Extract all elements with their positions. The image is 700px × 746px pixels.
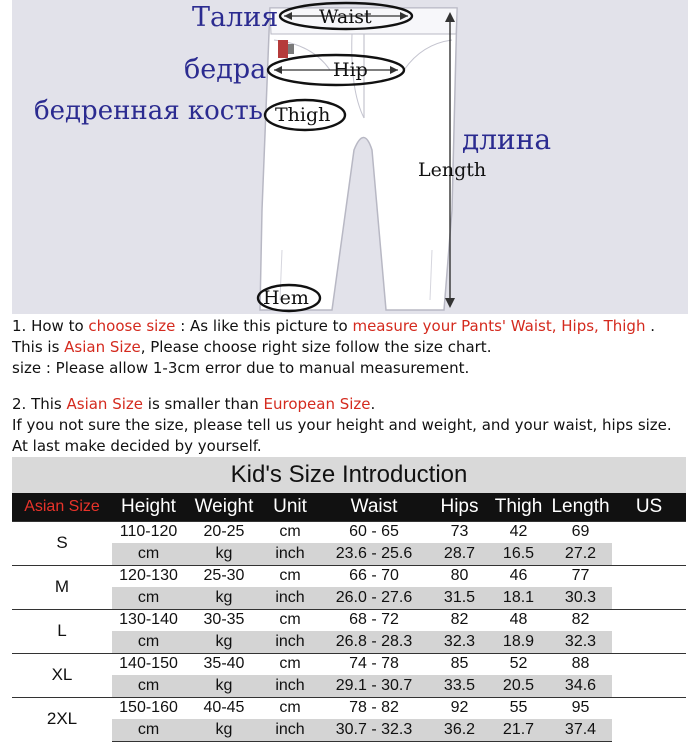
thigh-label-ru: бедренная кость: [34, 96, 263, 126]
table-cell: 26.0 - 27.6: [317, 587, 431, 609]
table-cell: 48: [488, 609, 549, 631]
table-cell: 35-40: [185, 653, 263, 675]
table-cell: 74 - 78: [317, 653, 431, 675]
note-highlight: Asian Size: [66, 395, 144, 413]
table-cell: 78 - 82: [317, 697, 431, 719]
table-cell: kg: [185, 631, 263, 653]
table-cell: kg: [185, 543, 263, 565]
table-cell: inch: [263, 719, 317, 741]
us-size-cell: [612, 521, 686, 565]
table-cell: 30.7 - 32.3: [317, 719, 431, 741]
table-cell: kg: [185, 587, 263, 609]
table-cell: 88: [549, 653, 612, 675]
table-row: [12, 653, 686, 675]
table-cell: inch: [263, 587, 317, 609]
table-cell: 66 - 70: [317, 565, 431, 587]
table-cell: 46: [488, 565, 549, 587]
waist-label: Waist: [319, 6, 372, 28]
table-cell: 110-120: [112, 521, 185, 543]
note-text: is smaller than: [143, 395, 264, 413]
table-cell: 52: [488, 653, 549, 675]
table-cell: 80: [431, 565, 488, 587]
table-row: [12, 543, 686, 565]
header-thigh: Thigh: [488, 493, 549, 521]
table-cell: 32.3: [549, 631, 612, 653]
table-cell: 26.8 - 28.3: [317, 631, 431, 653]
table-cell: 42: [488, 521, 549, 543]
table-cell: 18.9: [488, 631, 549, 653]
table-cell: 95: [549, 697, 612, 719]
note-text: : As like this picture to: [175, 317, 353, 335]
header-hips: Hips: [431, 493, 488, 521]
table-cell: 34.6: [549, 675, 612, 697]
table-cell: inch: [263, 543, 317, 565]
table-cell: 33.5: [431, 675, 488, 697]
us-size-cell: [612, 653, 686, 697]
note-highlight: choose size: [88, 317, 176, 335]
table-cell: 82: [431, 609, 488, 631]
table-cell: 16.5: [488, 543, 549, 565]
table-cell: cm: [263, 653, 317, 675]
table-cell: 120-130: [112, 565, 185, 587]
waist-label-ru: Талия: [192, 2, 279, 33]
us-size-cell: [612, 697, 686, 741]
size-cell: S: [12, 521, 112, 565]
table-cell: inch: [263, 631, 317, 653]
hips-label-ru: бедра: [184, 54, 267, 85]
pants-measurement-diagram: [12, 0, 688, 314]
table-cell: cm: [263, 609, 317, 631]
hem-label: Hem: [263, 287, 309, 309]
note-highlight: Asian Size: [64, 338, 141, 356]
table-cell: cm: [112, 587, 185, 609]
table-row: [12, 609, 686, 631]
table-cell: 32.3: [431, 631, 488, 653]
note-text: 1. How to: [12, 317, 89, 335]
table-cell: 73: [431, 521, 488, 543]
header-weight: Weight: [185, 493, 263, 521]
table-row: [12, 719, 686, 741]
table-row: [12, 631, 686, 653]
table-cell: 60 - 65: [317, 521, 431, 543]
size-cell: M: [12, 565, 112, 609]
table-cell: cm: [263, 697, 317, 719]
thigh-label: Thigh: [275, 104, 331, 126]
table-cell: 29.1 - 30.7: [317, 675, 431, 697]
hip-label: Hip: [333, 59, 368, 81]
table-cell: 85: [431, 653, 488, 675]
table-row: [12, 675, 686, 697]
table-cell: 92: [431, 697, 488, 719]
pants-illustration: [12, 0, 688, 314]
table-cell: 36.2: [431, 719, 488, 741]
table-cell: cm: [263, 521, 317, 543]
table-cell: 18.1: [488, 587, 549, 609]
note-text: , Please choose right size follow the size chart.: [140, 338, 492, 356]
length-label-ru: длина: [462, 123, 552, 156]
size-cell: XL: [12, 653, 112, 697]
label-tag: [278, 40, 288, 58]
size-chart-table: [12, 457, 686, 742]
table-cell: 77: [549, 565, 612, 587]
header-waist: Waist: [317, 493, 431, 521]
note-text: .: [370, 395, 376, 413]
note-highlight: measure your Pants' Waist, Hips, Thigh: [352, 317, 646, 335]
table-row: [12, 697, 686, 719]
note-line-6: At last make decided by yourself.: [12, 437, 262, 455]
table-cell: inch: [263, 675, 317, 697]
table-cell: 20-25: [185, 521, 263, 543]
table-cell: 30.3: [549, 587, 612, 609]
header-asian-size: Asian Size: [12, 493, 112, 521]
table-cell: 55: [488, 697, 549, 719]
note-line-3: size : Please allow 1-3cm error due to manual measurement.: [12, 359, 470, 377]
table-cell: 82: [549, 609, 612, 631]
table-cell: 27.2: [549, 543, 612, 565]
table-cell: 68 - 72: [317, 609, 431, 631]
table-cell: 69: [549, 521, 612, 543]
header-height: Height: [112, 493, 185, 521]
table-cell: 21.7: [488, 719, 549, 741]
length-label: Length: [418, 159, 487, 181]
table-cell: 40-45: [185, 697, 263, 719]
note-line-2: [12, 338, 491, 357]
note-text: .: [645, 317, 656, 335]
table-cell: kg: [185, 719, 263, 741]
table-row: [12, 521, 686, 543]
table-cell: 30-35: [185, 609, 263, 631]
size-cell: 2XL: [12, 697, 112, 741]
table-cell: cm: [263, 565, 317, 587]
note-text: 2. This: [12, 395, 67, 413]
table-row: [12, 587, 686, 609]
note-line-4: [12, 395, 375, 414]
note-text: This is: [12, 338, 65, 356]
table-cell: 140-150: [112, 653, 185, 675]
table-cell: 130-140: [112, 609, 185, 631]
table-cell: cm: [112, 719, 185, 741]
us-size-cell: [612, 565, 686, 609]
note-line-5: If you not sure the size, please tell us your height and weight, and your waist, hips size.: [12, 416, 672, 434]
header-us: US: [612, 493, 686, 521]
table-cell: cm: [112, 675, 185, 697]
table-cell: 23.6 - 25.6: [317, 543, 431, 565]
table-cell: 150-160: [112, 697, 185, 719]
table-cell: 31.5: [431, 587, 488, 609]
table-cell: kg: [185, 675, 263, 697]
header-length: Length: [549, 493, 612, 521]
note-line-1: [12, 317, 655, 336]
header-unit: Unit: [263, 493, 317, 521]
note-highlight: European Size: [263, 395, 371, 413]
size-cell: L: [12, 609, 112, 653]
table-header-row: [12, 493, 686, 521]
table-cell: 37.4: [549, 719, 612, 741]
table-title: Kid's Size Introduction: [12, 457, 686, 493]
table-cell: cm: [112, 543, 185, 565]
table-cell: 28.7: [431, 543, 488, 565]
table-cell: 20.5: [488, 675, 549, 697]
table-cell: cm: [112, 631, 185, 653]
us-size-cell: [612, 609, 686, 653]
table-row: [12, 565, 686, 587]
table-cell: 25-30: [185, 565, 263, 587]
